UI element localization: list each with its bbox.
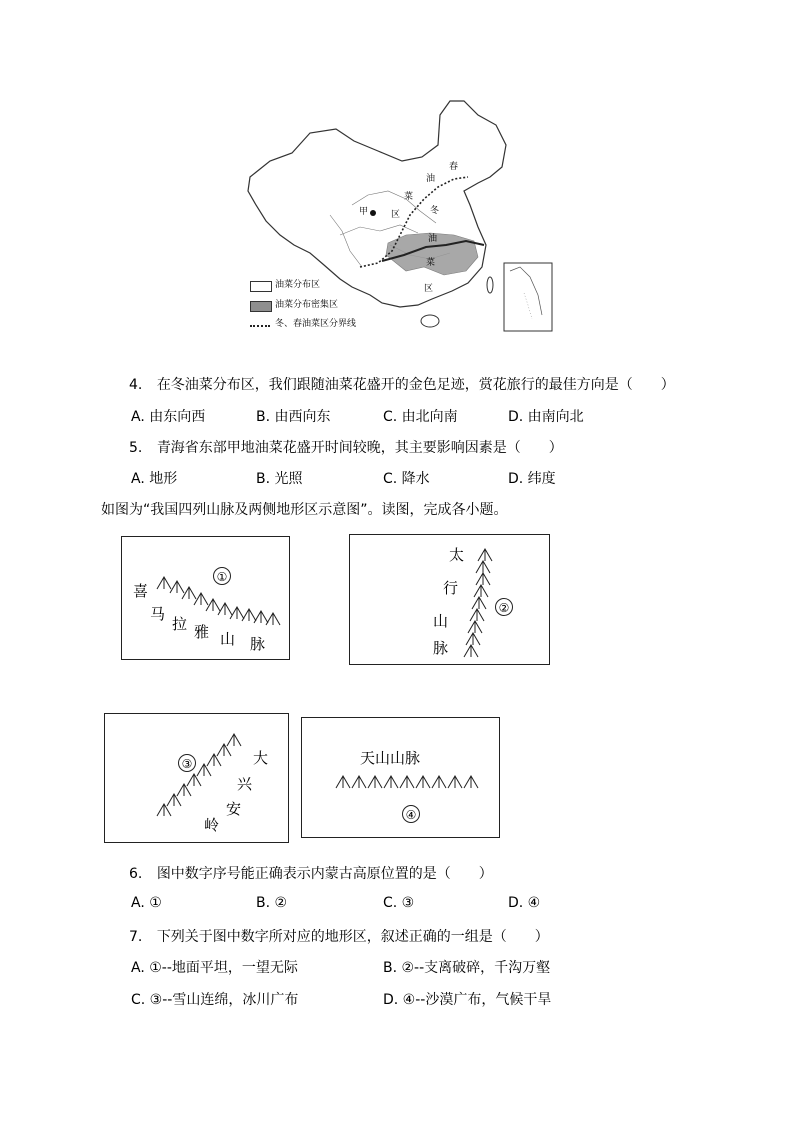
jia-location-marker	[370, 210, 376, 216]
question-number: 5.	[129, 440, 143, 456]
panel-label-char: 马	[150, 605, 166, 623]
legend-label-distribution: 油菜分布区	[275, 280, 321, 290]
panel-label-char: 兴	[237, 775, 253, 793]
panel-label-char: 安	[226, 800, 242, 818]
option-a[interactable]: A. ①--地面平坦，一望无际	[131, 960, 298, 976]
region-number-2: ②	[495, 598, 513, 616]
legend-label-boundary: 冬、春油菜区分界线	[275, 319, 357, 329]
panel-himalaya	[121, 536, 290, 660]
option-b[interactable]: B. ②	[256, 895, 288, 911]
map-label-char: 区	[424, 284, 434, 294]
panel-label-char: 雅	[194, 623, 210, 641]
map-label-char: 冬	[430, 206, 440, 216]
region-number-4: ④	[402, 805, 420, 823]
panel-label-char: 岭	[204, 816, 220, 834]
map-legend	[250, 280, 380, 332]
map-label-char: 甲	[359, 207, 369, 217]
question-number: 6.	[129, 866, 143, 882]
option-b[interactable]: B. 由西向东	[256, 409, 331, 425]
question-text: 在冬油菜分布区，我们跟随油菜花盛开的金色足迹，赏花旅行的最佳方向是（ ）	[156, 377, 675, 393]
option-d[interactable]: D. 由南向北	[508, 409, 584, 425]
panel-label-char: 脉	[250, 635, 266, 653]
region-number-1: ①	[213, 567, 231, 585]
map-label-char: 油	[426, 174, 436, 184]
panel-label-char: 太	[449, 546, 465, 564]
option-c[interactable]: C. ③--雪山连绵，冰川广布	[131, 992, 299, 1008]
question-text: 图中数字序号能正确表示内蒙古高原位置的是（ ）	[156, 866, 493, 882]
figure-intro: 如图为“我国四列山脉及两侧地形区示意图”。读图，完成各小题。	[101, 502, 508, 518]
panel-label-char: 喜	[133, 582, 149, 600]
map-label-char: 油	[428, 234, 438, 244]
question-4	[129, 374, 675, 394]
option-a[interactable]: A. 地形	[131, 471, 178, 487]
option-c[interactable]: C. 降水	[383, 471, 430, 487]
option-c[interactable]: C. 由北向南	[383, 409, 458, 425]
rapeseed-map-figure	[240, 95, 558, 335]
legend-swatch-dense	[250, 301, 272, 312]
option-d[interactable]: D. ④	[508, 895, 541, 911]
question-number: 7.	[129, 929, 143, 945]
mountain-range-icon	[105, 714, 290, 844]
option-a[interactable]: A. 由东向西	[131, 409, 206, 425]
option-c[interactable]: C. ③	[383, 895, 415, 911]
panel-tianshan	[301, 717, 500, 838]
option-a[interactable]: A. ①	[131, 895, 162, 911]
panel-title: 天山山脉	[360, 749, 421, 767]
map-label-char: 菜	[426, 258, 436, 268]
legend-swatch-boundary	[250, 325, 270, 327]
map-label-char: 春	[449, 162, 459, 172]
option-d[interactable]: D. ④--沙漠广布，气候干旱	[383, 992, 552, 1008]
panel-daxinganling	[104, 713, 289, 843]
question-text: 下列关于图中数字所对应的地形区，叙述正确的一组是（ ）	[156, 929, 549, 945]
panel-label-char: 山	[433, 612, 449, 630]
legend-label-dense: 油菜分布密集区	[275, 300, 339, 310]
question-7	[129, 926, 549, 946]
question-5	[129, 437, 563, 457]
option-d[interactable]: D. 纬度	[508, 471, 556, 487]
question-6	[129, 863, 493, 883]
question-text: 青海省东部甲地油菜花盛开时间较晚，其主要影响因素是（ ）	[156, 440, 563, 456]
map-label-char: 区	[391, 210, 401, 220]
panel-label-char: 行	[443, 579, 459, 597]
panel-label-char: 拉	[172, 615, 188, 633]
panel-label-char: 大	[253, 749, 269, 767]
option-b[interactable]: B. ②--支离破碎，千沟万壑	[383, 960, 551, 976]
question-number: 4.	[129, 377, 143, 393]
region-number-3: ③	[178, 754, 196, 772]
map-label-char: 菜	[404, 192, 414, 202]
panel-label-char: 脉	[433, 639, 449, 657]
legend-swatch-distribution	[250, 281, 272, 292]
mountain-range-icon	[302, 718, 501, 839]
option-b[interactable]: B. 光照	[256, 471, 303, 487]
panel-taihang	[349, 534, 550, 665]
panel-label-char: 山	[220, 630, 236, 648]
